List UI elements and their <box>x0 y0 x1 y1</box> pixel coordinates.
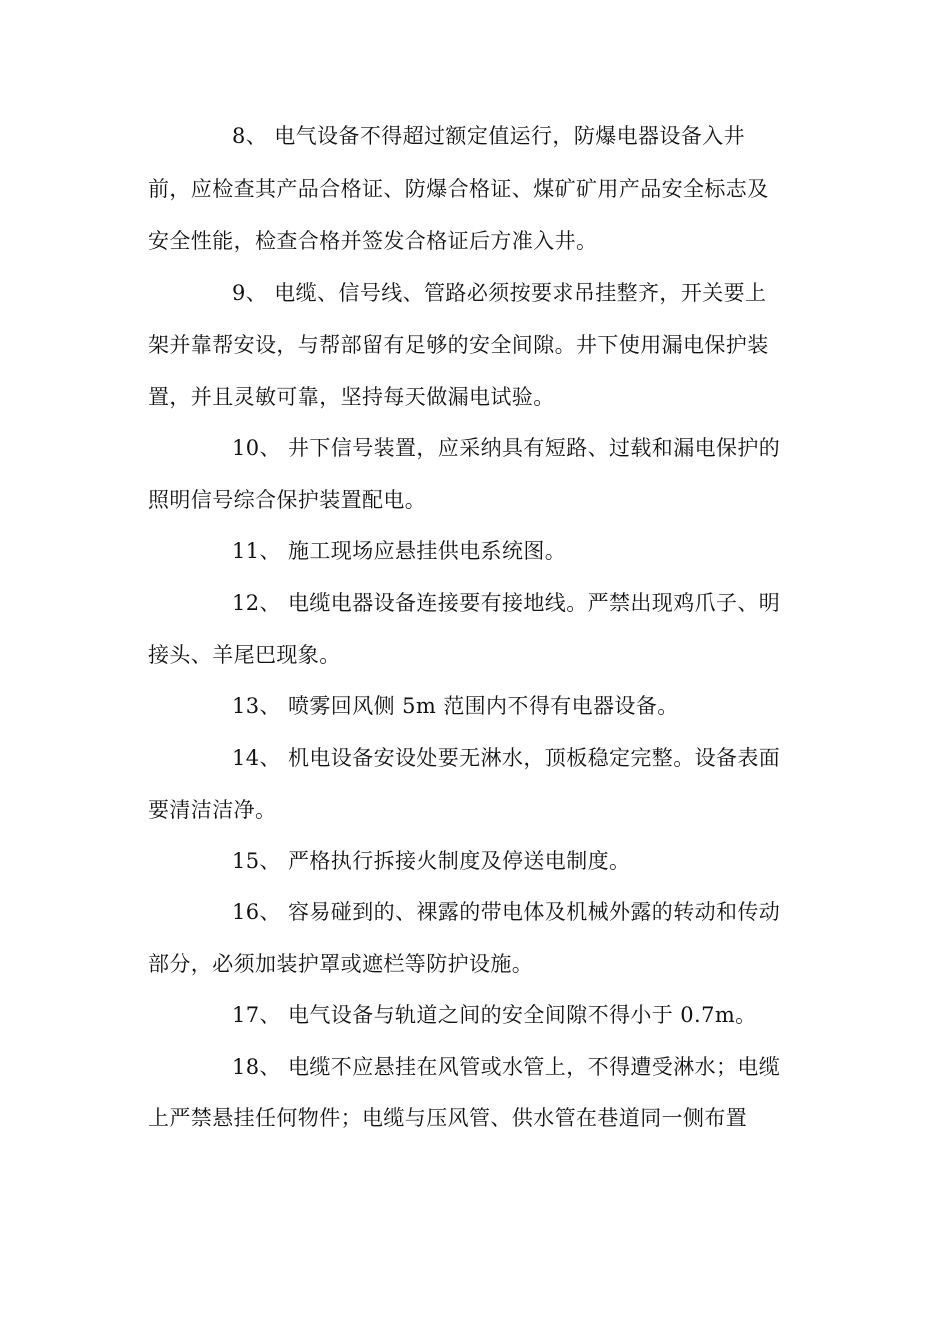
item-16-line-1: 16、 容易碰到的、裸露的带电体及机械外露的转动和传动 <box>232 900 781 924</box>
item-9-line-2: 架并靠帮安设，与帮部留有足够的安全间隙。井下使用漏电保护装 <box>148 333 769 357</box>
item-18-line-1: 18、 电缆不应悬挂在风管或水管上，不得遭受淋水；电缆 <box>232 1055 781 1079</box>
item-10-line-2: 照明信号综合保护装置配电。 <box>148 488 427 512</box>
item-15-line-1: 15、 严格执行拆接火制度及停送电制度。 <box>232 849 631 873</box>
item-8-line-2: 前，应检查其产品合格证、防爆合格证、煤矿矿用产品安全标志及 <box>148 177 769 201</box>
item-8-line-1: 8、 电气设备不得超过额定值运行，防爆电器设备入井 <box>232 124 746 148</box>
item-8-line-3: 安全性能，检查合格并签发合格证后方准入井。 <box>148 229 598 253</box>
item-9-line-3: 置，并且灵敏可靠，坚持每天做漏电试验。 <box>148 385 555 409</box>
item-18-line-2: 上严禁悬挂任何物件；电缆与压风管、供水管在巷道同一侧布置 <box>148 1106 748 1130</box>
item-14-line-2: 要清洁洁净。 <box>148 798 277 822</box>
item-17-line-1: 17、 电气设备与轨道之间的安全间隙不得小于 0.7m。 <box>232 1003 757 1027</box>
item-10-line-1: 10、 井下信号装置，应采纳具有短路、过载和漏电保护的 <box>232 436 781 460</box>
item-11-line-1: 11、 施工现场应悬挂供电系统图。 <box>232 539 567 563</box>
item-9-line-1: 9、 电缆、信号线、管路必须按要求吊挂整齐，开关要上 <box>232 281 767 305</box>
item-16-line-2: 部分，必须加装护罩或遮栏等防护设施。 <box>148 952 534 976</box>
item-12-line-1: 12、 电缆电器设备连接要有接地线。严禁出现鸡爪子、明 <box>232 591 781 615</box>
item-12-line-2: 接头、羊尾巴现象。 <box>148 643 341 667</box>
item-13-line-1: 13、 喷雾回风侧 5m 范围内不得有电器设备。 <box>232 694 679 718</box>
item-14-line-1: 14、 机电设备安设处要无淋水，顶板稳定完整。设备表面 <box>232 746 781 770</box>
